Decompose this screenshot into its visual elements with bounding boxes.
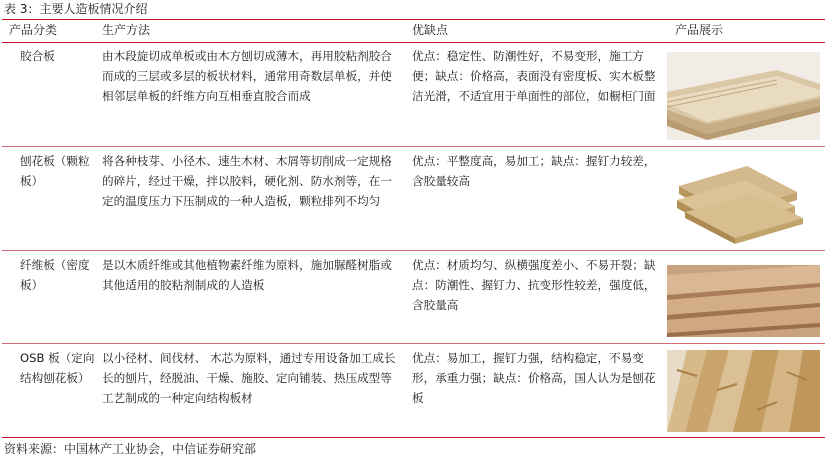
row-method: 以小径材、间伐材、 木芯为原料，通过专用设备加工成长长的刨片，经脱油、干燥、施胶、定向铺装、热压成型等工艺制成的一种定向结构板材 — [102, 351, 396, 405]
osb-photo — [667, 350, 820, 432]
header-rule — [2, 42, 825, 43]
fiberboard-photo — [667, 265, 820, 337]
row-method: 将各种枝芽、小径木、速生木材、木屑等切削成一定规格的碎片，经过干燥，拌以胶料，硬化剂、防水剂等，在一定的温度压力下压制成的一种人造板，颗粒排列不均匀 — [102, 154, 392, 208]
row-separator — [2, 250, 825, 251]
table-title: 表 3：主要人造板情况介绍 — [4, 2, 148, 16]
row-pros-cons: 优点：稳定性、防潮性好，不易变形，施工方便；缺点：价格高，表面没有密度板、实木板整洁光滑，不适宜用于单面性的部位，如橱柜门面 — [412, 49, 656, 103]
source-note: 资料来源：中国林产工业协会，中信证券研究部 — [4, 442, 257, 456]
row-category: 纤维板（密度板） — [20, 258, 90, 292]
row-pros-cons: 优点：平整度高，易加工；缺点：握钉力较差，含胶量较高 — [412, 154, 656, 188]
row-method: 由木段旋切成单板或由木方刨切成薄木，再用胶粘剂胶合而成的三层或多层的板状材料，通常用奇数层单板，并使相邻层单板的纤维方向互相垂直胶合而成 — [102, 49, 392, 103]
header-pros-cons: 优缺点 — [412, 23, 449, 37]
row-pros-cons: 优点：易加工，握钉力强，结构稳定，不易变形，承重力强；缺点：价格高，国人认为是刨花板 — [412, 351, 656, 405]
row-separator — [2, 343, 825, 344]
header-category: 产品分类 — [9, 23, 58, 37]
row-category: OSB 板（定向结构刨花板） — [20, 351, 95, 385]
row-method: 是以木质纤维或其他植物素纤维为原料，施加脲醛树脂或其他适用的胶粘剂制成的人造板 — [102, 258, 392, 292]
header-method: 生产方法 — [102, 23, 151, 37]
header-display: 产品展示 — [675, 23, 724, 37]
bottom-rule — [2, 437, 825, 438]
row-pros-cons: 优点：材质均匀、纵横强度差小、不易开裂；缺点：防潮性、握钉力、抗变形性较差，强度低，含胶量高 — [412, 258, 656, 312]
row-category: 刨花板（颗粒板） — [20, 154, 90, 188]
particleboard-photo — [667, 156, 820, 246]
plywood-photo — [667, 52, 820, 140]
row-category: 胶合板 — [20, 49, 55, 63]
row-separator — [2, 146, 825, 147]
